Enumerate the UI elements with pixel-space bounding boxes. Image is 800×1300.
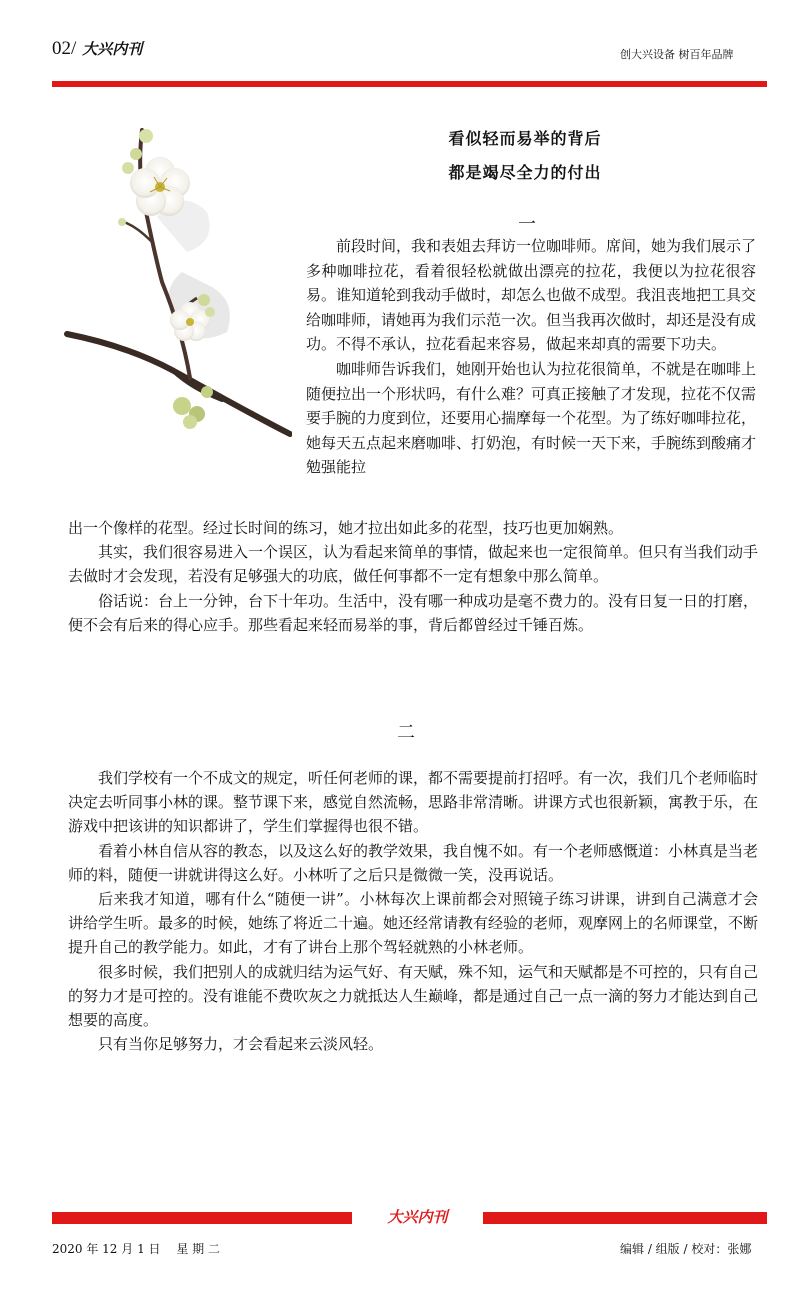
header-divider: [52, 81, 767, 87]
paragraph: 俗话说：台上一分钟，台下十年功。生活中，没有哪一种成功是毫不费力的。没有日复一日的打磨，便不会有后来的得心应手。那些看起来轻而易举的事，背后都曾经过千锤百炼。: [68, 591, 759, 634]
paragraph: 后来我才知道，哪有什么“随便一讲”。小林每次上课前都会对照镜子练习讲课，讲到自己满意才会讲给学生听。最多的时候，她练了将近二十遍。她还经常请教有经验的老师，观摩网上的名师课堂，不断提升自己的教学能力。如此，才有了讲台上那个驾轻就熟的小林老师。: [68, 890, 759, 957]
page-number: 02/: [52, 38, 77, 59]
article-title-line2: 都是竭尽全力的付出: [448, 163, 602, 182]
paragraph: 很多时候，我们把别人的成就归结为运气好、有天赋，殊不知，运气和天赋都是不可控的，只有自己的努力才是可控的。没有谁能不费吹灰之力就抵达人生巅峰，都是通过自己一点一滴的努力才能达到自己想要的高度。: [68, 962, 759, 1030]
paragraph: 前段时间，我和表姐去拜访一位咖啡师。席间，她为我们展示了多种咖啡拉花，看着很轻松就做出漂亮的拉花，我便以为拉花很容易。谁知道轮到我动手做时，却怎么也做不成型。我沮丧地把工具交给咖啡师，请她再为我们示范一次。但当我再次做时，却还是没有成功。不得不承认，拉花看起来容易，做起来却真的需要下功夫。: [306, 237, 757, 354]
footer-title: 大兴内刊: [387, 1208, 448, 1226]
article-title-line1: 看似轻而易举的背后: [448, 129, 602, 148]
section1-wide-text: [68, 516, 758, 637]
header-title: 大兴内刊: [82, 40, 143, 58]
footer-credits: 编辑 / 组版 / 校对：张娜: [620, 1242, 752, 1256]
footer-bar-left: [52, 1212, 352, 1224]
paragraph: 咖啡师告诉我们，她刚开始也认为拉花很简单，不就是在咖啡上随便拉出一个形状吗，有什么难？可真正接触了才发现，拉花不仅需要手腕的力度到位，还要用心揣摩每一个花型。为了练好咖啡拉花，她每天五点起来磨咖啡、打奶泡，有时候一天下来，手腕练到酸痛才勉强能拉: [306, 359, 757, 477]
plum-blossom-illustration: [62, 122, 292, 452]
section-number-2: 二: [397, 722, 415, 743]
section-number-1: 一: [518, 214, 536, 235]
header-left: [52, 38, 142, 60]
paragraph: 其实，我们很容易进入一个误区，认为看起来简单的事情，做起来也一定很简单。但只有当我们动手去做时才会发现，若没有足够强大的功底，做任何事都不一定有想象中那么简单。: [68, 543, 759, 586]
paragraph: 我们学校有一个不成文的规定，听任何老师的课，都不需要提前打招呼。有一次，我们几个老师临时决定去听同事小林的课。整节课下来，感觉自然流畅，思路非常清晰。讲课方式也很新颖，寓教于乐，在游戏中把该讲的知识都讲了，学生们掌握得也很不错。: [68, 769, 759, 836]
footer-bar-right: [483, 1212, 767, 1224]
paragraph-continuation: 出一个像样的花型。经过长时间的练习，她才拉出如此多的花型，技巧也更加娴熟。: [68, 519, 624, 537]
section1-narrow-text: [306, 234, 756, 480]
header-slogan: 创大兴设备 树百年品牌: [620, 48, 734, 61]
paragraph: 看着小林自信从容的教态，以及这么好的教学效果，我自愧不如。有一个老师感慨道：小林真是当老师的料，随便一讲就讲得这么好。小林听了之后只是微微一笑，没再说话。: [68, 841, 759, 884]
section2-text: [68, 766, 758, 1056]
paragraph: 只有当你足够努力，才会看起来云淡风轻。: [98, 1035, 384, 1054]
footer-date: 2020 年 12 月 1 日 星 期 二: [52, 1242, 220, 1256]
